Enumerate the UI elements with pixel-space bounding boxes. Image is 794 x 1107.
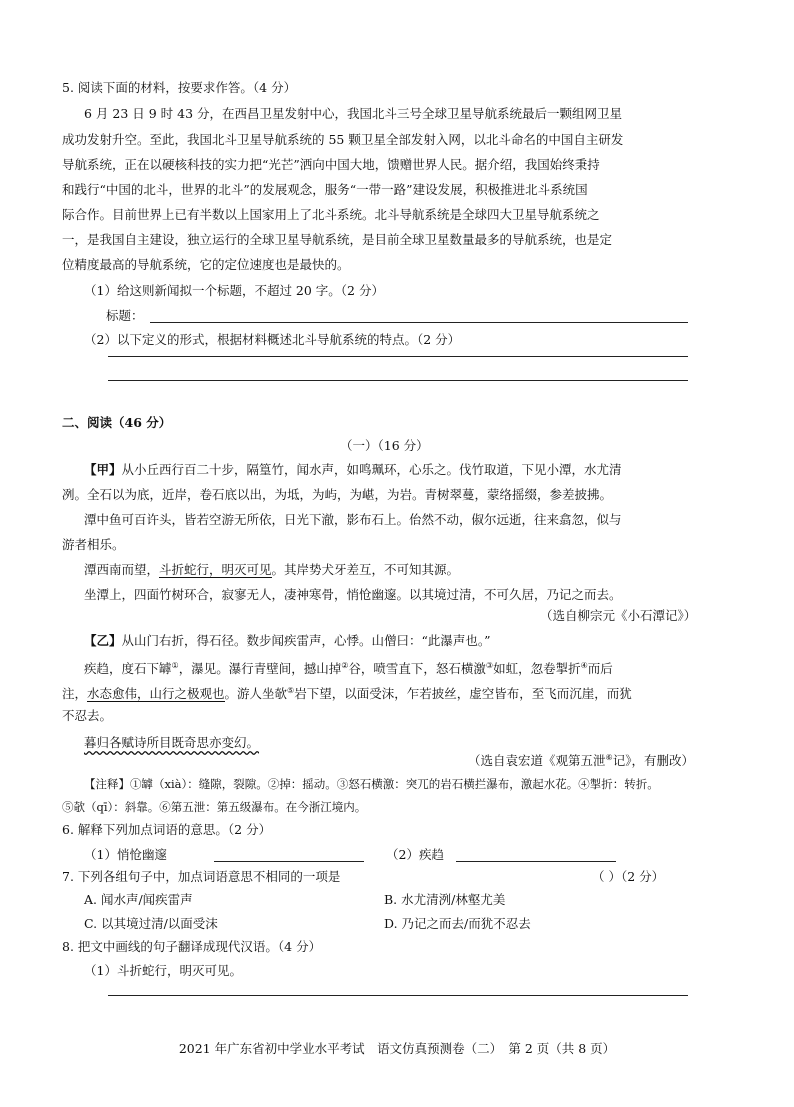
q5-material-line: 位精度最高的导航系统，它的定位速度也是最快的。 [62,257,350,272]
jia-text: 。其岸势犬牙差互，不可知其源。 [271,562,460,577]
q8-answer-line[interactable] [108,995,688,996]
yi-text: 而后 [587,661,613,677]
footnote-marker: ④ [580,661,588,670]
yi-text: 疾趋，度石下罅 [84,661,172,677]
jia-line: 游者相乐。 [62,537,125,552]
q5-answer-line-2[interactable] [108,380,688,381]
q7-option-b: B. 水尤清洌/林壑尤美 [384,892,506,907]
jia-source: （选自柳宗元《小石潭记》） [540,608,697,623]
q5-title-answer-line[interactable] [150,322,688,323]
yi-text: 谷，喷雪直下，怒石横激 [348,661,486,677]
q5-material-line: 一，是我国自主建设，独立运行的全球卫星导航系统，是目前全球卫星数量最多的导航系统，也是定 [62,232,613,247]
yi-line [84,656,613,679]
q5-material-line: 际合作。目前世界上已有半数以上国家用上了北斗系统。北斗导航系统是全球四大卫星导航系统之 [62,207,600,222]
q5-material-line: 6 月 23 日 9 时 43 分，在西昌卫星发射中心，我国北斗三号全球卫星导航系统最后一颗组网卫星 [84,106,623,121]
yi-text: 岩下望，以面受沫，乍若披丝，虚空皆布，至飞而沉崖，而犹 [294,686,632,702]
q6-answer-line-2[interactable] [456,861,616,862]
yi-line: 不忍去。 [62,708,113,723]
footnote-marker: ③ [485,661,494,670]
section-heading: 二、阅读（46 分） [62,415,172,430]
q5-material-line: 和践行“中国的北斗，世界的北斗”的发展观念，服务“一带一路”建设发展，积极推进北斗系统国 [62,182,588,197]
q6-item-1: （1）悄怆幽邃 [84,847,167,862]
q5-answer-line-1[interactable] [108,356,688,357]
q5-title-label: 标题： [106,308,144,323]
q6-stem: 6. 解释下列加点词语的意思。（2 分） [62,822,272,837]
yi-line [84,733,259,753]
yi-source-text: 记》，有删改） [612,753,694,769]
q7-answer-paren[interactable]: （ ）（2 分） [592,869,665,884]
jia-line: 冽。全石以为底，近岸，卷石底以出，为坻，为屿，为嵁，为岩。青树翠蔓，蒙络摇缀，参差披拂。 [62,487,613,502]
footnote-marker: ⑥ [605,753,613,762]
jia-line [84,560,459,580]
page-footer: 2021 年广东省初中学业水平考试 语文仿真预测卷（二） 第 2 页（共 8 页） [178,1041,616,1056]
q5-material-line: 成功发射升空。至此，我国北斗卫星导航系统的 55 颗卫星全部发射入网，以北斗命名的中国自主研发 [62,132,624,147]
yi-source-text: （选自袁宏道《观第五泄 [468,753,606,769]
part-heading: （一）（16 分） [340,438,429,453]
q7-option-d: D. 乃记之而去/而犹不忍去 [384,916,531,931]
footnote-marker: ② [341,661,349,670]
q7-stem: 7. 下列各组句子中，加点词语意思不相同的一项是 [62,869,341,884]
notes-line: 【注释】①罅（xià）：缝隙，裂隙。②掉：摇动。③怒石横激：突兀的岩石横拦瀑布，激起水花。④掣折：转折。 [84,777,659,791]
yi-wavy-sentence: 暮归各赋诗所目既奇思亦变幻。 [84,735,260,750]
yi-text: 如虹，忽卷掣折 [493,661,581,677]
yi-source [468,748,694,771]
footnote-marker: ① [171,661,179,670]
jia-line [84,460,622,480]
yi-line [84,631,491,651]
q8-stem: 8. 把文中画线的句子翻译成现代汉语。（4 分） [62,939,322,954]
q6-item-2: （2）疾趋 [386,847,444,862]
jia-underlined-sentence: 斗折蛇行，明灭可见 [159,562,272,577]
footnote-marker: ⑤ [287,686,295,695]
q5-material-line: 导航系统，正在以硬核科技的实力把“光芒”洒向中国大地，馈赠世界人民。据介绍，我国始终秉持 [62,157,600,172]
jia-text: 潭西南而望， [84,562,160,577]
q5-sub2: （2）以下定义的形式，根据材料概述北斗导航系统的特点。（2 分） [84,332,461,347]
q6-answer-line-1[interactable] [214,861,364,862]
q8-sub1: （1）斗折蛇行，明灭可见。 [84,963,242,978]
jia-line: 坐潭上，四面竹树环合，寂寥无人，凄神寒骨，悄怆幽邃。以其境过清，不可久居，乃记之而去。 [84,587,622,602]
yi-tag: 【乙】 [84,633,122,648]
notes-line: ⑤欹（qī）：斜靠。⑥第五泄：第五级瀑布。在今浙江境内。 [62,800,367,814]
yi-underlined-sentence: 水态愈伟，山行之极观也 [87,686,225,702]
yi-text: 。游人坐欹 [224,686,288,702]
yi-line [62,681,632,704]
q5-sub1: （1）给这则新闻拟一个标题，不超过 20 字。（2 分） [84,283,384,298]
yi-text: 注， [62,686,88,702]
jia-line: 潭中鱼可百许头，皆若空游无所依，日光下澈，影布石上。佁然不动，俶尔远逝，往来翕忽，似与 [84,512,622,527]
q7-option-c: C. 以其境过清/以面受沫 [84,916,218,931]
yi-text: ，瀑见。瀑行青壁间，撼山掉 [178,661,342,677]
yi-text: 从山门右折，得石径。数步闻疾雷声，心悸。山僧曰：“此瀑声也。” [121,633,491,648]
jia-text: 从小丘西行百二十步，隔篁竹，闻水声，如鸣珮环，心乐之。伐竹取道，下见小潭，水尤清 [121,462,622,477]
q5-stem: 5. 阅读下面的材料，按要求作答。（4 分） [62,80,297,95]
q7-option-a: A. 闻水声/闻疾雷声 [84,892,193,907]
jia-tag: 【甲】 [84,462,122,477]
